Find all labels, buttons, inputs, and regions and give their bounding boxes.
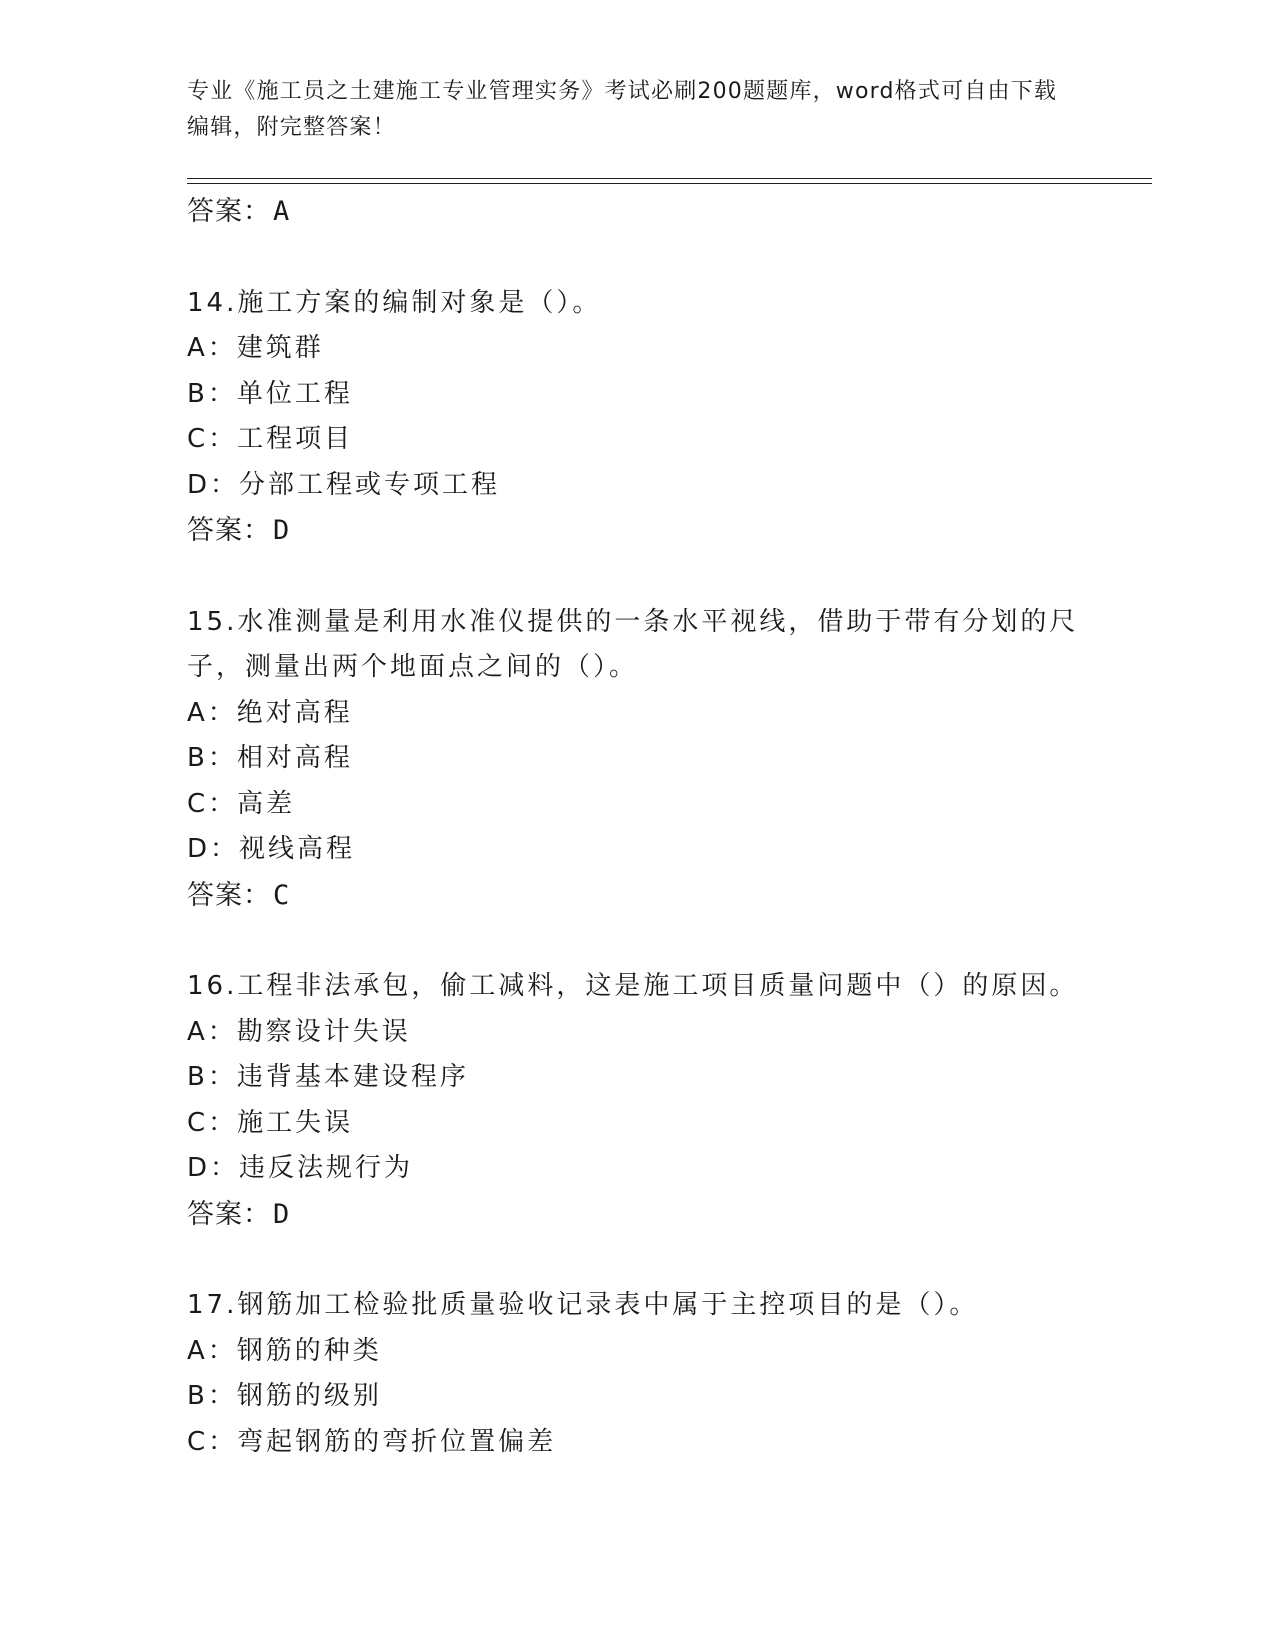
answer-value: D [273, 515, 291, 546]
answer-value: D [273, 1198, 291, 1230]
option-b: B：违背基本建设程序 [187, 1062, 469, 1092]
answer-value: C [273, 879, 291, 911]
option-d: D：视线高程 [187, 834, 356, 864]
option-a: A：绝对高程 [187, 697, 353, 728]
answer-line [187, 508, 1107, 554]
answer-line [187, 1192, 1107, 1238]
question-14 [187, 281, 1107, 554]
option-d: D：分部工程或专项工程 [187, 469, 501, 500]
answer-line [187, 189, 1107, 235]
option-c: C：弯起钢筋的弯折位置偏差 [187, 1426, 557, 1457]
header-rule-bottom [187, 183, 1152, 184]
header-rule-top [187, 178, 1152, 179]
answer-label: 答案： [187, 1198, 271, 1230]
question-stem: 17.钢筋加工检验批质量验收记录表中属于主控项目的是（）。 [187, 1290, 979, 1320]
option-d: D：违反法规行为 [187, 1153, 414, 1183]
option-c: C：高差 [187, 788, 296, 819]
question-list [187, 189, 1107, 1465]
option-b: B：单位工程 [187, 378, 353, 409]
answer-value: A [273, 196, 291, 227]
option-c: C：施工失误 [187, 1107, 354, 1138]
answer-line [187, 873, 1107, 919]
answer-label: 答案： [187, 879, 271, 911]
question-16 [187, 964, 1107, 1237]
option-c: C：工程项目 [187, 424, 354, 454]
question-stem: 15.水准测量是利用水准仪提供的一条水平视线，借助于带有分划的尺子，测量出两个地面点之间的（）。 [187, 606, 1079, 682]
option-a: A：建筑群 [187, 333, 324, 363]
question-stem: 16.工程非法承包，偷工减料，这是施工项目质量问题中（）的原因。 [187, 971, 1079, 1001]
option-a: A：钢筋的种类 [187, 1335, 382, 1366]
option-b: B：相对高程 [187, 743, 353, 773]
question-17 [187, 1283, 1107, 1465]
answer-label: 答案： [187, 515, 271, 546]
option-a: A：勘察设计失误 [187, 1016, 411, 1047]
question-15 [187, 600, 1107, 919]
document-header: 专业《施工员之土建施工专业管理实务》考试必刷200题题库，word格式可自由下载编辑，附完整答案！ [187, 79, 1058, 140]
answer-label: 答案： [187, 196, 271, 227]
option-b: B：钢筋的级别 [187, 1381, 382, 1411]
question-stem: 14.施工方案的编制对象是（）。 [187, 287, 602, 318]
